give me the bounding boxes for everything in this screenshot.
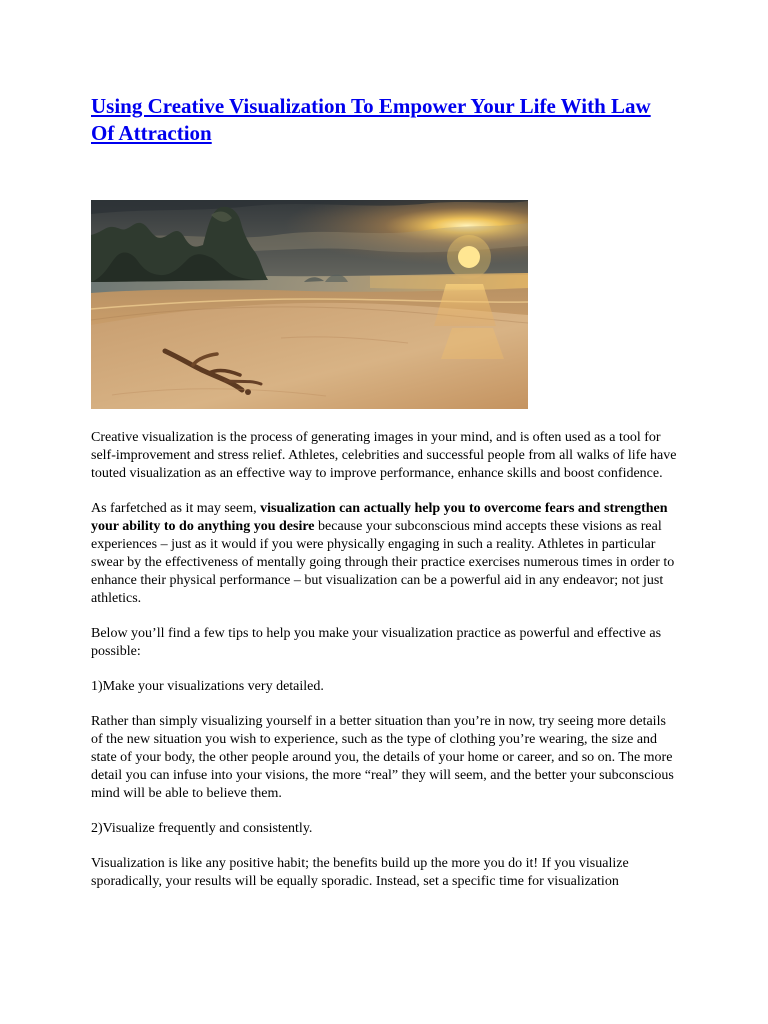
beach-sunset-image (91, 200, 528, 409)
paragraph-frequency: Visualization is like any positive habit; the benefits build up the more you do it! If you visualize sporadically, your results will be equally sporadic. Instead, set a specific time for visualization (91, 856, 629, 889)
article-body (91, 429, 677, 908)
paragraph-detailed-visualization: Rather than simply visualizing yourself in a better situation than you’re in now, try seeing more details of the new situation you wish to experience, such as the type of clothing you’re wearing, the size and state of your body, the other people around you, the details of your home or career, and so on. The more detail you can infuse into your visions, the more “real” they will seem, and the better your subconscious mind will be able to believe them. (91, 714, 674, 801)
paragraph-tips-intro: Below you’ll find a few tips to help you make your visualization practice as powerful and effective as possible: (91, 626, 662, 659)
document-page (91, 93, 677, 889)
paragraph-visualization-benefits (91, 500, 677, 608)
paragraph-intro: Creative visualization is the process of generating images in your mind, and is often used as a tool for self-improvement and stress relief. Athletes, celebrities and successful people from all walks of life have touted visualization as an effective way to improve performance, enhance skills and boost confidence. (91, 430, 677, 481)
paragraph-intro-fragment: As farfetched as it may seem, (91, 501, 261, 516)
paragraph-rest-fragment: because your subconscious mind accepts these visions as real experiences – just as it would if you were physically engaging in such a reality. Athletes in particular swear by the effectiveness of mentally going through their practice exercises numerous times in order to enhance their physical performance – but visualization can be a powerful aid in any endeavor; not just athletics. (91, 519, 675, 606)
article-title-link[interactable]: Using Creative Visualization To Empower Your Life With Law Of Attraction (91, 94, 651, 145)
bold-emphasis-text: visualization can actually help you to overcome fears and strengthen your ability to do anything you desire (91, 501, 668, 534)
tip-1-heading: 1)Make your visualizations very detailed. (91, 679, 324, 694)
tip-2-heading: 2)Visualize frequently and consistently. (91, 821, 313, 836)
